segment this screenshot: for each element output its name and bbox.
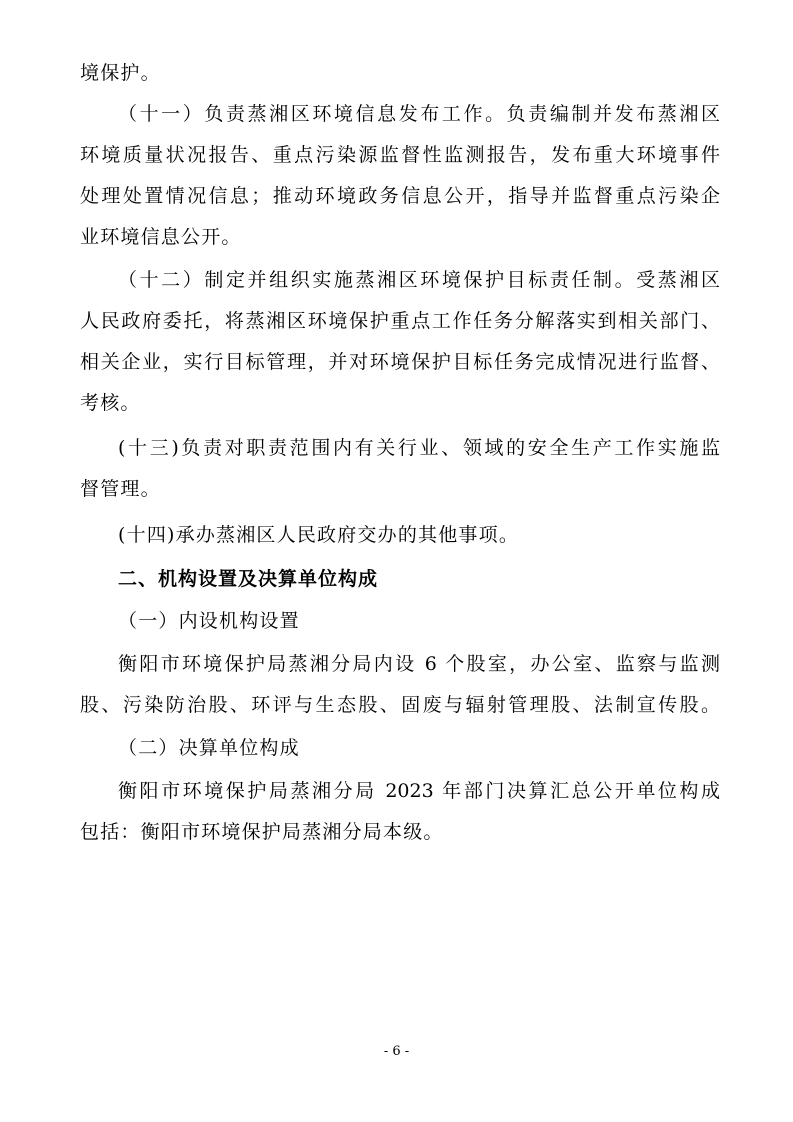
paragraph-line: 环境质量状况报告、重点污染源监督性监测报告，发布重大环境事件 xyxy=(80,144,720,166)
paragraph-line: 督管理。 xyxy=(80,478,161,500)
paragraph-line: （十一）负责蒸湘区环境信息发布工作。负责编制并发布蒸湘区 xyxy=(118,103,720,125)
page-number: - 6 - xyxy=(383,1044,410,1059)
paragraph-line: 处理处置情况信息；推动环境政务信息公开，指导并监督重点污染企 xyxy=(80,185,720,207)
paragraph-line: （十二）制定并组织实施蒸湘区环境保护目标责任制。受蒸湘区 xyxy=(118,269,720,291)
paragraph-line: 相关企业，实行目标管理，并对环境保护目标任务完成情况进行监督、 xyxy=(80,351,720,373)
section-heading: 二、机构设置及决算单位构成 xyxy=(118,568,379,590)
paragraph-line: 衡阳市环境保护局蒸湘分局 2023 年部门决算汇总公开单位构成 xyxy=(118,780,720,802)
paragraph-line: 业环境信息公开。 xyxy=(80,226,242,248)
paragraph-line: 衡阳市环境保护局蒸湘分局内设 6 个股室，办公室、监察与监测 xyxy=(118,653,720,675)
paragraph-line: 境保护。 xyxy=(80,62,161,84)
paragraph-line: (十四)承办蒸湘区人民政府交办的其他事项。 xyxy=(118,524,520,546)
paragraph-line: (十三)负责对职责范围内有关行业、领域的安全生产工作实施监 xyxy=(118,437,720,459)
subsection-heading: （二）决算单位构成 xyxy=(118,737,300,759)
paragraph-line: 包括：衡阳市环境保护局蒸湘分局本级。 xyxy=(80,821,444,843)
paragraph-line: 人民政府委托，将蒸湘区环境保护重点工作任务分解落实到相关部门、 xyxy=(80,310,720,332)
subsection-heading: （一）内设机构设置 xyxy=(118,610,300,632)
paragraph-line: 股、污染防治股、环评与生态股、固废与辐射管理股、法制宣传股。 xyxy=(80,694,720,716)
paragraph-line: 考核。 xyxy=(80,392,141,414)
